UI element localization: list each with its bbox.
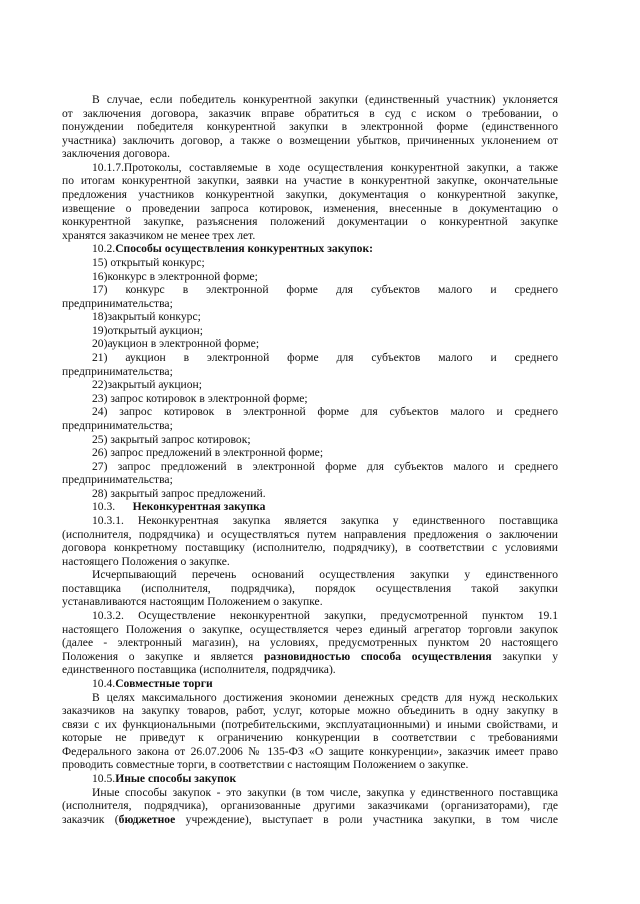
bold-heading: бюджетное (118, 812, 176, 826)
text-line (62, 107, 558, 121)
line-text: единственного поставщика (исполнителя, подрядчика). (62, 663, 336, 677)
text-line (62, 636, 558, 650)
text-line (92, 460, 558, 474)
line-text: 23) запрос котировок в электронной форме; (92, 391, 308, 405)
line-prefix: 10.3. (92, 500, 133, 514)
line-prefix: 10.4. (92, 676, 116, 690)
bold-heading: Неконкурентная закупка (132, 500, 266, 514)
text-line (92, 568, 558, 582)
text-line (92, 351, 558, 365)
line-suffix: учреждение), выступает в роли участника закупки, в том числе (175, 812, 558, 826)
line-text: по итогам конкурентной закупки, заявки на участие в конкурентной закупке, окончательные (62, 174, 558, 188)
line-text: договора конкретному поставщику (исполнителю, подрядчику), в соответствии с условиями (62, 541, 558, 555)
text-line (62, 215, 558, 229)
text-line (62, 813, 558, 827)
line-text: которые не приведут к ограничению конкуренции в соответствии с требованиями (62, 731, 558, 745)
line-text: 26) запрос предложений в электронной форме; (92, 446, 324, 460)
line-text: (исполнителя, подрядчика), организованные другими заказчиками (организаторами), где (62, 799, 558, 813)
line-text: настоящего Положения о закупке, осуществляется через единый агрегатор торговли закупок (62, 622, 558, 636)
line-text: Федерального закона от 26.07.2006 № 135-ФЗ «О защите конкуренции», заказчик имеет право (62, 744, 558, 758)
text-line (62, 799, 558, 813)
text-line (62, 297, 558, 311)
line-text: 20)аукцион в электронной форме; (92, 337, 260, 351)
line-text: от заключения договора, заказчик вправе обратиться в суд с иском о требовании, о (62, 106, 558, 120)
line-text: заключения договора. (62, 147, 170, 161)
text-line (62, 541, 558, 555)
text-line (92, 256, 558, 270)
text-line (62, 365, 558, 379)
text-line (92, 337, 558, 351)
line-text: (исполнителя, подрядчика) и осуществляться путем направления предложения о заключении (62, 527, 558, 541)
text-line (92, 378, 558, 392)
line-text: предпринимательства; (62, 418, 173, 432)
line-text: заказчиков на закупку товаров, работ, услуг, которые можно объединить в одну закупку в (62, 704, 558, 718)
line-text: 19)открытый аукцион; (92, 323, 203, 337)
text-line (92, 433, 558, 447)
text-line (62, 731, 558, 745)
text-line (92, 324, 558, 338)
line-text: устанавливаются настоящим Положением о закупке. (62, 595, 323, 609)
line-text: конкурентной закупке, разъяснения положений документации о конкурентной закупке (62, 215, 558, 229)
line-text: связи с их функциональными (потребительскими, эксплуатационными) и иными свойствами, и (62, 717, 558, 731)
text-line (92, 161, 558, 175)
text-line (62, 718, 558, 732)
bold-heading: разновидностью способа осуществления (263, 649, 492, 663)
line-suffix: закупки у (491, 649, 558, 663)
line-text: предпринимательства; (62, 473, 173, 487)
text-line (92, 786, 558, 800)
line-text: хранятся заказчиком не менее трех лет. (62, 228, 256, 242)
bold-heading: Способы осуществления конкурентных закупок: (115, 242, 374, 256)
line-text: 28) закрытый запрос предложений. (92, 486, 266, 500)
text-line (62, 704, 558, 718)
text-line (62, 745, 558, 759)
text-line (92, 500, 558, 514)
text-line (92, 446, 558, 460)
line-text: Исчерпывающий перечень оснований осуществления закупки у единственного (92, 568, 558, 582)
text-line (62, 229, 558, 243)
line-text: В случае, если победитель конкурентной закупки (единственный участник) уклоняется (92, 93, 558, 106)
line-text: понуждении победителя конкурентной закупки в электронной форме (единственного (62, 120, 558, 134)
text-line (62, 147, 558, 161)
text-line (62, 419, 558, 433)
text-line (92, 609, 558, 623)
text-line (62, 595, 558, 609)
line-text: 17) конкурс в электронной форме для субъектов малого и среднего (92, 283, 558, 297)
line-prefix: 10.5. (92, 772, 116, 785)
text-line (92, 487, 558, 501)
line-prefix: заказчик ( (62, 812, 119, 826)
line-text: предпринимательства; (62, 296, 173, 310)
text-line (62, 188, 558, 202)
text-line (92, 283, 558, 297)
text-line (62, 473, 558, 487)
line-text: 10.3.1. Неконкурентная закупка является закупка у единственного поставщика (92, 513, 558, 527)
text-line (92, 310, 558, 324)
line-text: (далее - электронный магазин), на условиях, предусмотренных пунктом 20 настоящего (62, 636, 558, 650)
text-line (92, 691, 558, 705)
line-text: 21) аукцион в электронной форме для субъектов малого и среднего (92, 351, 558, 365)
line-text: настоящего Положения о закупке. (62, 554, 230, 568)
line-text: участника) заключить договор, а также о возмещении убытков, причиненных уклонением от (62, 133, 558, 147)
line-text: предложения участников конкурентной закупки, документация о конкурентной закупке, (62, 188, 558, 202)
line-text: 10.3.2. Осуществление неконкурентной закупки, предусмотренной пунктом 19.1 (92, 609, 558, 623)
text-line (92, 270, 558, 284)
line-text: 15) открытый конкурс; (92, 255, 205, 269)
line-text: В целях максимального достижения экономии денежных средств для нужд нескольких (92, 690, 558, 704)
text-line (92, 242, 558, 256)
text-line (62, 758, 558, 772)
text-line (92, 514, 558, 528)
text-line (62, 582, 558, 596)
line-prefix: 10.2. (92, 242, 116, 256)
line-prefix: Положения о закупке и является (62, 649, 264, 663)
bold-heading: Иные способы закупок (115, 772, 237, 785)
text-line (92, 405, 558, 419)
line-text: 22)закрытый аукцион; (92, 378, 202, 392)
text-line (92, 772, 558, 786)
line-text: 24) запрос котировок в электронной форме для субъектов малого и среднего (92, 405, 558, 419)
line-text: 16)конкурс в электронной форме; (92, 269, 258, 283)
line-text: 10.1.7.Протоколы, составляемые в ходе осуществления конкурентной закупки, а также (92, 160, 558, 174)
line-text: предпринимательства; (62, 364, 173, 378)
text-line (92, 93, 558, 107)
text-line (62, 650, 558, 664)
line-text: Иные способы закупок - это закупки (в том числе, закупка у единственного поставщика (92, 785, 558, 799)
line-text: 25) закрытый запрос котировок; (92, 432, 251, 446)
line-text: 27) запрос предложений в электронной форме для субъектов малого и среднего (92, 459, 558, 473)
text-line (62, 663, 558, 677)
text-line (92, 392, 558, 406)
text-line (62, 134, 558, 148)
text-line (62, 555, 558, 569)
text-line (62, 528, 558, 542)
text-line (62, 202, 558, 216)
line-text: проводить совместные торги, в соответствии с настоящим Положением о закупке. (62, 758, 469, 772)
line-text: 18)закрытый конкурс; (92, 310, 201, 324)
line-text: поставщика (исполнителя, подрядчика), порядок осуществления такой закупки (62, 581, 558, 595)
bold-heading: Совместные торги (115, 676, 213, 690)
line-text: извещение о проведении запроса котировок, изменения, внесенные в документацию о (62, 201, 558, 215)
text-line (62, 174, 558, 188)
text-line (62, 120, 558, 134)
text-line (62, 623, 558, 637)
text-line (92, 677, 558, 691)
